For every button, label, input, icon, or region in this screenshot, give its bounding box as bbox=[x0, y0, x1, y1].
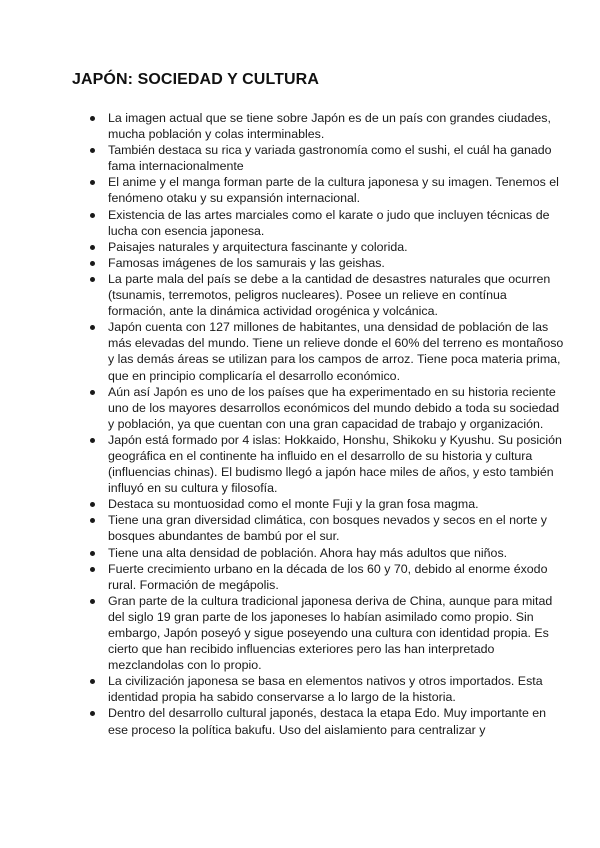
list-item bbox=[108, 673, 568, 705]
list-item bbox=[108, 561, 568, 593]
bullet-icon bbox=[90, 567, 95, 572]
list-item bbox=[108, 142, 568, 174]
list-item-text: Japón cuenta con 127 millones de habitantes, una densidad de población de las más elevadas del mundo. Tiene un relieve donde el 60% del terreno es montañoso y las demás áreas se utilizan para los campos de arroz. Tiene poca materia prima, que en principio complicaría el desarrollo económico. bbox=[108, 320, 564, 383]
bullet-icon bbox=[90, 711, 95, 716]
bullet-icon bbox=[90, 599, 95, 604]
bullet-icon bbox=[90, 502, 95, 507]
list-item bbox=[108, 384, 568, 432]
list-item bbox=[108, 319, 568, 383]
bullet-icon bbox=[90, 261, 95, 266]
bullet-icon bbox=[90, 551, 95, 556]
list-item bbox=[108, 110, 568, 142]
list-item bbox=[108, 545, 568, 561]
list-item-text: Famosas imágenes de los samurais y las geishas. bbox=[108, 255, 385, 270]
list-item bbox=[108, 174, 568, 206]
list-item-text: Paisajes naturales y arquitectura fascinante y colorida. bbox=[108, 239, 408, 254]
list-item-text: Gran parte de la cultura tradicional japonesa deriva de China, aunque para mitad del siglo 19 gran parte de los japoneses lo habían asimilado como propio. Sin embargo, Japón poseyó y sigue poseyendo una cultura con identidad propia. Es cierto que han recibido influencias exteriores pero las han interpretado mezclandolas con lo propio. bbox=[108, 593, 553, 673]
list-item-text: Aún así Japón es uno de los países que ha experimentado en su historia reciente uno de los mayores desarrollos económicos del mundo debido a toda su sociedad y población, ya que cuentan con una gran capacidad de trabajo y organización. bbox=[108, 384, 560, 431]
bullet-icon bbox=[90, 518, 95, 523]
bullet-icon bbox=[90, 148, 95, 153]
bullet-icon bbox=[90, 325, 95, 330]
list-item-text: Tiene una alta densidad de población. Ahora hay más adultos que niños. bbox=[108, 545, 508, 560]
bullet-icon bbox=[90, 277, 95, 282]
bullet-icon bbox=[90, 213, 95, 218]
list-item bbox=[108, 593, 568, 673]
bullet-icon bbox=[90, 116, 95, 121]
list-item-text: El anime y el manga forman parte de la cultura japonesa y su imagen. Tenemos el fenómeno otaku y su expansión internacional. bbox=[108, 175, 559, 206]
list-item-text: Fuerte crecimiento urbano en la década de los 60 y 70, debido al enorme éxodo rural. Formación de megápolis. bbox=[108, 561, 548, 592]
list-item bbox=[108, 705, 568, 737]
list-item bbox=[108, 271, 568, 319]
bullet-icon bbox=[90, 245, 95, 250]
list-item bbox=[108, 432, 568, 496]
list-item-text: La civilización japonesa se basa en elementos nativos y otros importados. Esta identidad propia ha sabido conservarse a lo largo de la historia. bbox=[108, 674, 543, 705]
list-item-text: Destaca su montuosidad como el monte Fuji y la gran fosa magma. bbox=[108, 497, 479, 512]
list-item bbox=[108, 207, 568, 239]
list-item bbox=[108, 255, 568, 271]
list-item-text: Tiene una gran diversidad climática, con bosques nevados y secos en el norte y bosques abundantes de bambú por el sur. bbox=[108, 513, 547, 544]
page-title: JAPÓN: SOCIEDAD Y CULTURA bbox=[72, 71, 319, 88]
list-item-text: La parte mala del país se debe a la cantidad de desastres naturales que ocurren (tsunamis, terremotos, peligros nucleares). Posee un relieve en contínua formación, ante la dinámica actividad orogénica y volcánica. bbox=[108, 271, 551, 319]
list-item-text: También destaca su rica y variada gastronomía como el sushi, el cuál ha ganado fama internacionalmente bbox=[108, 143, 552, 174]
list-item-text: Japón está formado por 4 islas: Hokkaido, Honshu, Shikoku y Kyushu. Su posición geográfica en el continente ha influido en el desarrollo de su historia y cultura (influencias chinas). El budismo llegó a japón hace miles de años, y esto también influyó en su cultura y filosofía. bbox=[108, 432, 562, 496]
bullet-icon bbox=[90, 679, 95, 684]
list-item bbox=[108, 496, 568, 512]
bullet-icon bbox=[90, 438, 95, 443]
list-item-text: La imagen actual que se tiene sobre Japón es de un país con grandes ciudades, mucha población y colas interminables. bbox=[108, 111, 551, 142]
list-item bbox=[108, 512, 568, 544]
list-item-text: Dentro del desarrollo cultural japonés, destaca la etapa Edo. Muy importante en ese proceso la política bakufu. Uso del aislamiento para centralizar y bbox=[108, 706, 547, 737]
bullet-list bbox=[72, 110, 568, 738]
list-item bbox=[108, 239, 568, 255]
list-item-text: Existencia de las artes marciales como el karate o judo que incluyen técnicas de lucha con esencia japonesa. bbox=[108, 207, 550, 238]
bullet-icon bbox=[90, 390, 95, 395]
bullet-icon bbox=[90, 180, 95, 185]
